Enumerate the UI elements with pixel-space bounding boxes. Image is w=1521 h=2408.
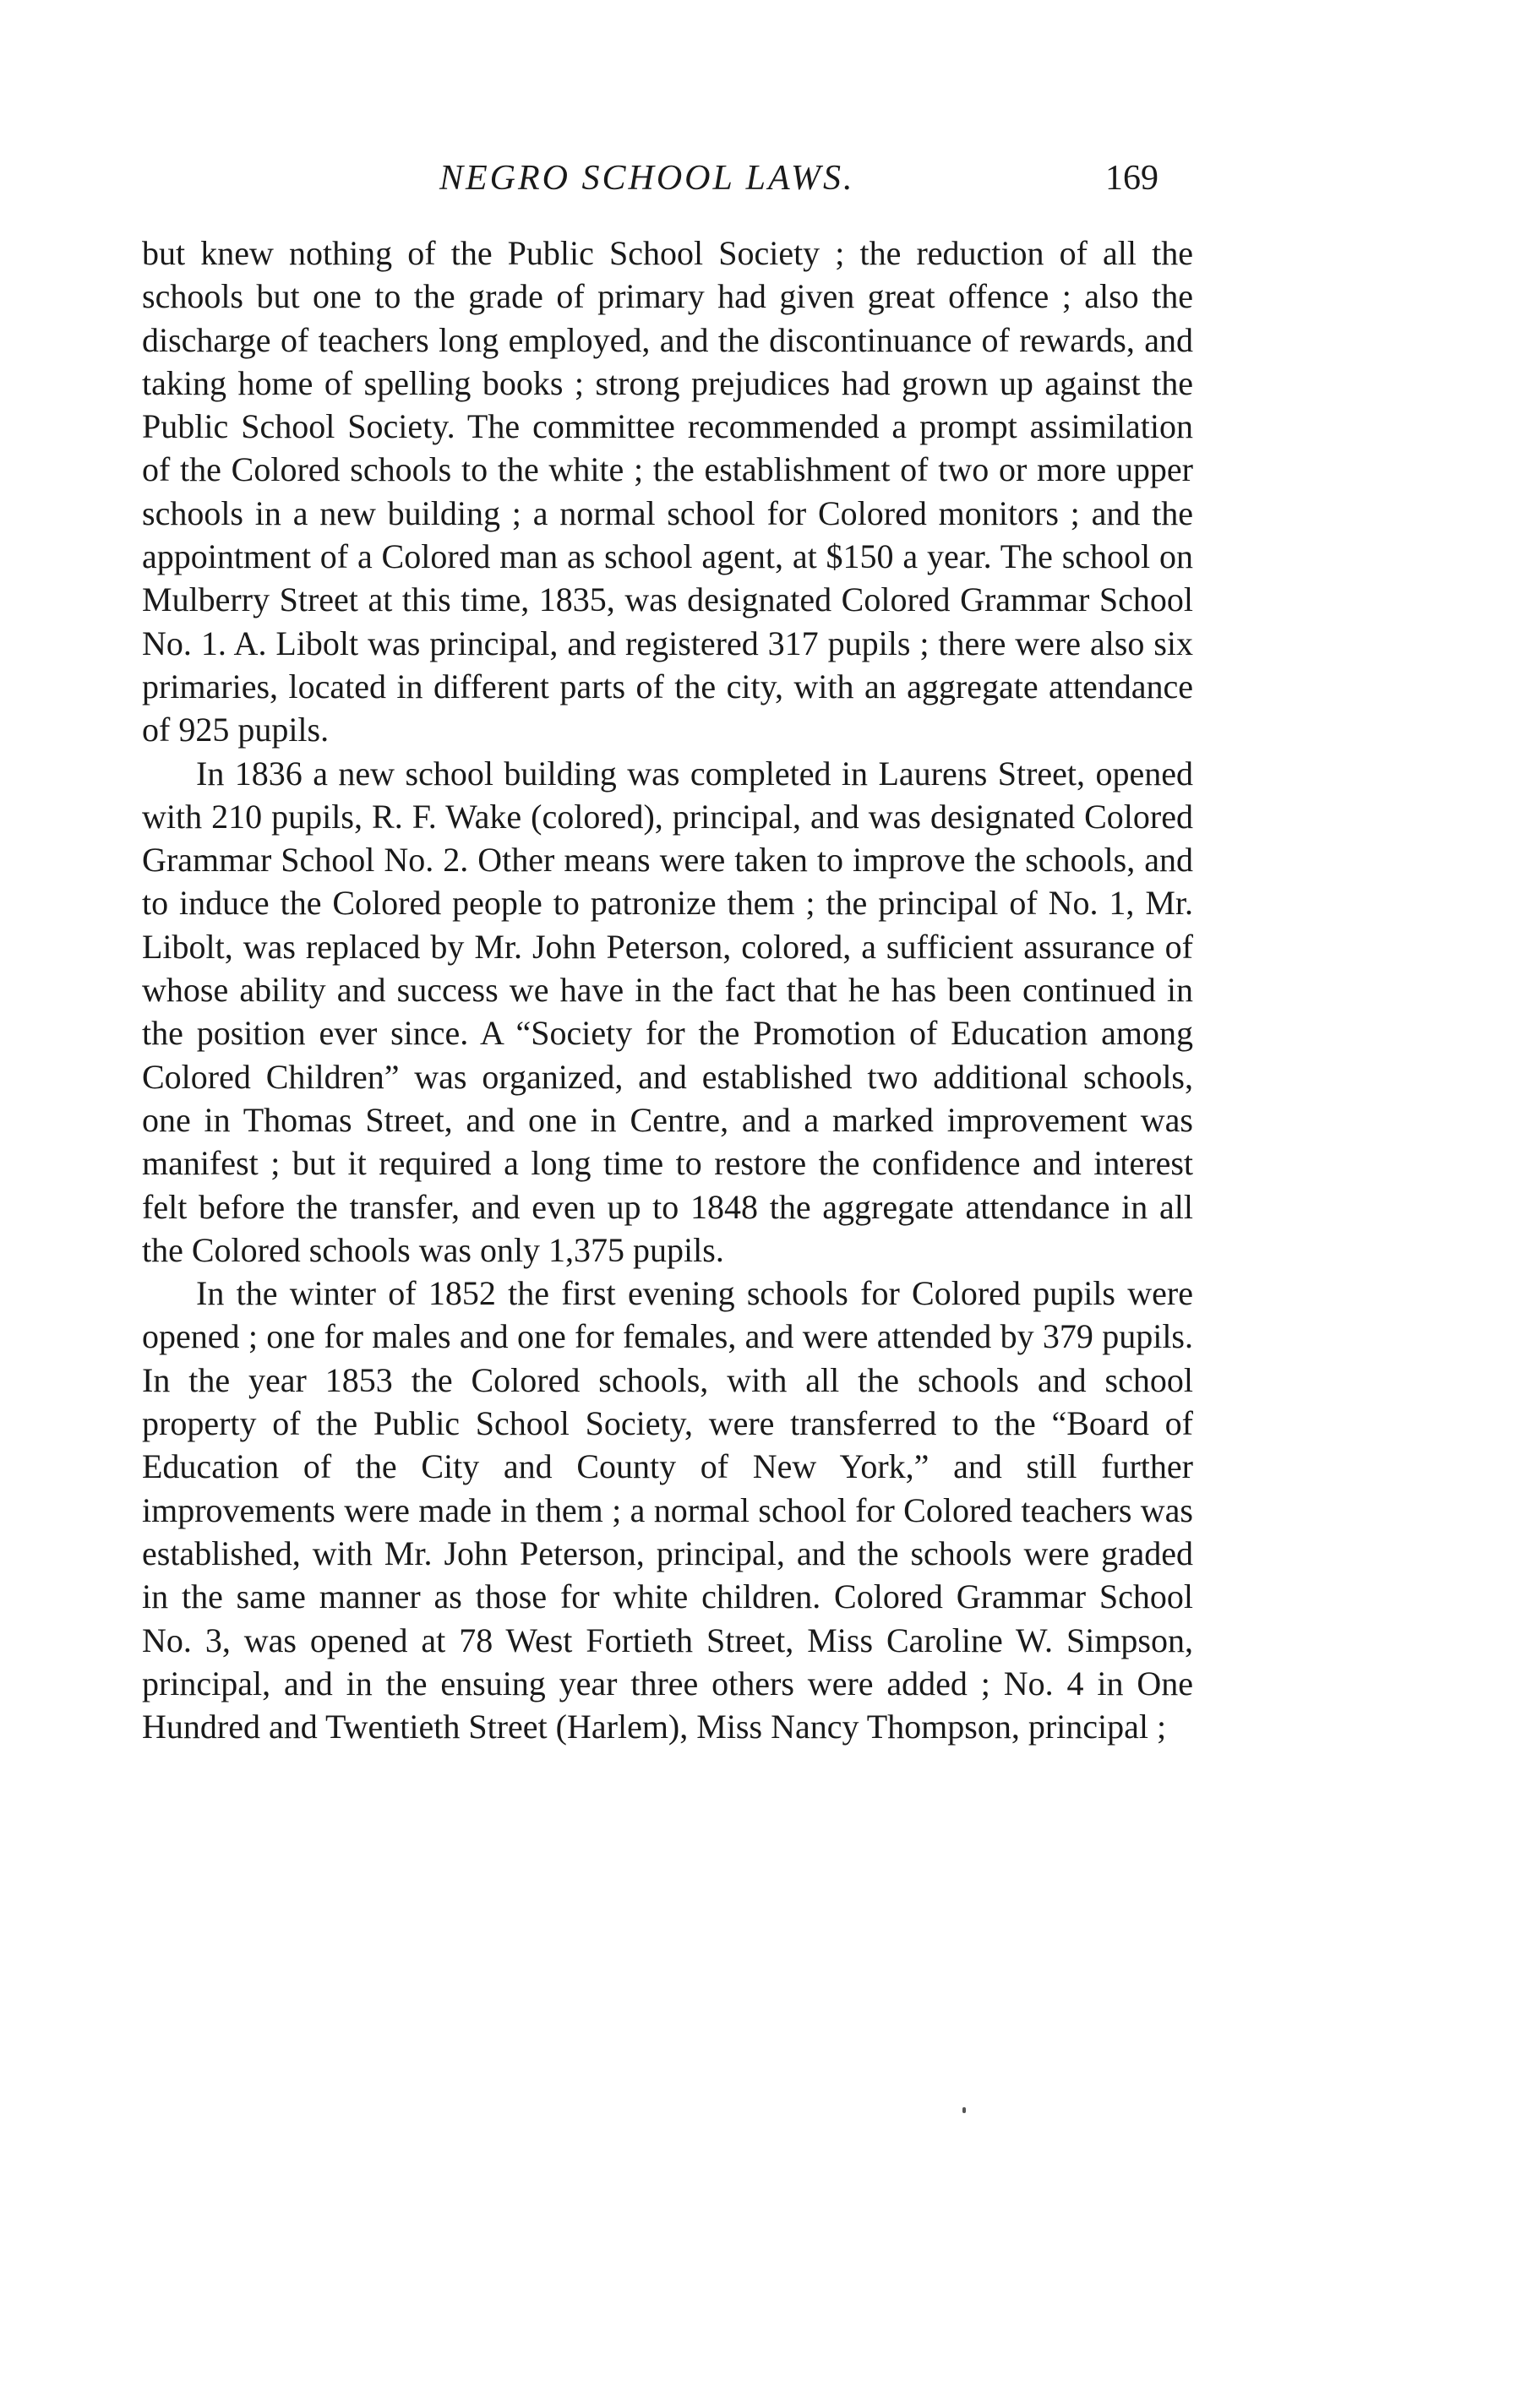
page-number: 169 [1105,159,1158,198]
running-title: NEGRO SCHOOL LAWS. [439,159,855,198]
paragraph: In 1836 a new school building was completed in Laurens Street, opened with 210 pupils, R. F. Wake (colored), principal, and was designated Colored Grammar School No. 2. Other means were taken to improve the schools, and to induce the Colored people to patronize them ; the principal of No. 1, Mr. Libolt, was replaced by Mr. John Peterson, colored, a sufficient assurance of whose ability and success we have in the fact that he has been continued in the position ever since. A “Society for the Promotion of Education among Colored Children” was organized, and established two additional schools, one in Thomas Street, and one in Centre, and a marked improvement was manifest ; but it required a long time to restore the confidence and interest felt before the transfer, and even up to 1848 the aggregate attendance in all the Colored schools was only 1,375 pupils. [142,754,1193,1269]
paragraph: In the winter of 1852 the first evening schools for Colored pupils were opened ; one for males and one for females, and were attended by 379 pupils. In the year 1853 the Colored schools, with all the schools and school property of the Public School Society, were transferred to the “Board of Education of the City and County of New York,” and still further improvements were made in them ; a normal school for Colored teachers was established, with Mr. John Peterson, principal, and the schools were graded in the same manner as those for white children. Colored Grammar School No. 3, was opened at 78 West Fortieth Street, Miss Caroline W. Simpson, principal, and in the ensuing year three others were added ; No. 4 in One Hundred and Twentieth Street (Harlem), Miss Nancy Thompson, principal ; [142,1274,1193,1746]
ink-speck [962,2107,966,2113]
paragraph: but knew nothing of the Public School Society ; the reduction of all the schools but one to the grade of primary had given great offence ; also the discharge of teachers long employed, and the discontinuance of rewards, and taking home of spelling books ; strong prejudices had grown up against the Public School Society. The committee recommended a prompt assimilation of the Colored schools to the white ; the establishment of two or more upper schools in a new building ; a normal school for Colored monitors ; and the appointment of a Colored man as school agent, at $150 a year. The school on Mulberry Street at this time, 1835, was designated Colored Grammar School No. 1. A. Libolt was principal, and registered 317 pupils ; there were also six primaries, located in different parts of the city, with an aggregate attendance of 925 pupils. [142,234,1193,749]
body-text [142,232,1193,1748]
